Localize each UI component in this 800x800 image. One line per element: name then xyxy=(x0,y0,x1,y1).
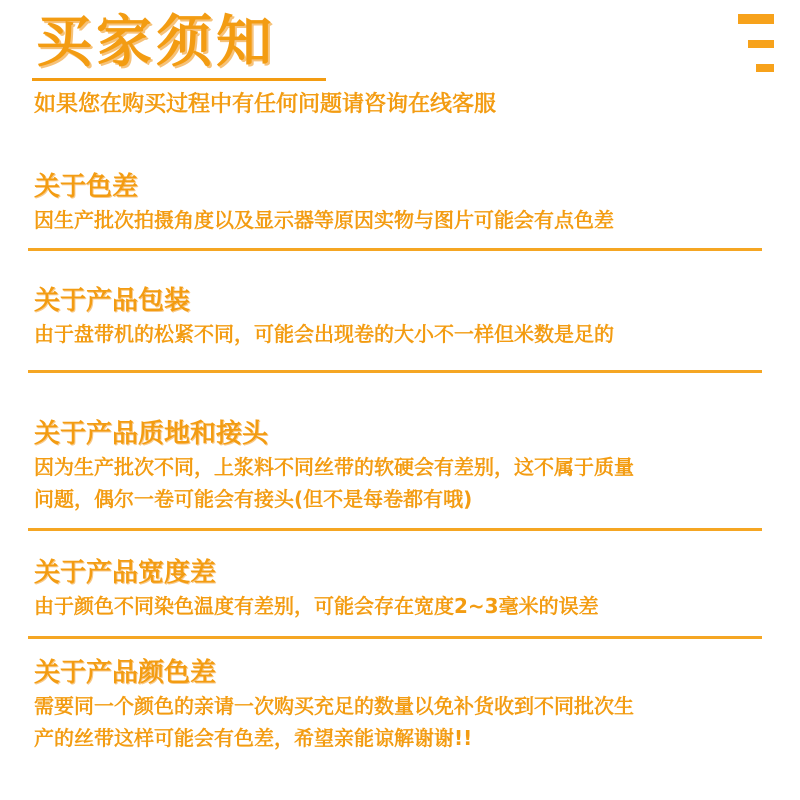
section-width-difference xyxy=(34,556,764,622)
section-text-line: 产的丝带这样可能会有色差，希望亲能谅解谢谢!! xyxy=(34,726,473,750)
section-text-line: 由于颜色不同染色温度有差别，可能会存在宽度2~3毫米的误差 xyxy=(34,594,599,618)
section-packaging xyxy=(34,284,764,350)
section-heading: 关于产品质地和接头 xyxy=(34,419,269,449)
section-divider xyxy=(28,370,762,373)
title-underline xyxy=(32,78,326,81)
page-title: 买家须知 xyxy=(36,10,276,75)
section-divider xyxy=(28,248,762,251)
section-texture-joints xyxy=(34,417,764,515)
section-text-line: 由于盘带机的松紧不同，可能会出现卷的大小不一样但米数是足的 xyxy=(34,322,614,346)
section-color-batch xyxy=(34,656,764,754)
section-text-line: 因生产批次拍摄角度以及显示器等原因实物与图片可能会有点色差 xyxy=(34,208,614,232)
section-heading: 关于产品宽度差 xyxy=(34,558,217,588)
corner-decoration-top xyxy=(738,14,774,24)
section-color-difference xyxy=(34,170,764,236)
page-subtitle: 如果您在购买过程中有任何问题请咨询在线客服 xyxy=(34,92,497,117)
section-heading: 关于产品颜色差 xyxy=(34,658,217,688)
corner-decoration-bottom xyxy=(756,64,774,72)
section-text-line: 因为生产批次不同，上浆料不同丝带的软硬会有差别，这不属于质量 xyxy=(34,455,634,479)
corner-decoration-middle xyxy=(748,40,774,48)
section-text-line: 需要同一个颜色的亲请一次购买充足的数量以免补货收到不同批次生 xyxy=(34,694,634,718)
section-text-line: 问题，偶尔一卷可能会有接头(但不是每卷都有哦) xyxy=(34,487,473,511)
section-divider xyxy=(28,636,762,639)
section-heading: 关于产品包装 xyxy=(34,286,191,316)
section-divider xyxy=(28,528,762,531)
section-heading: 关于色差 xyxy=(34,172,139,202)
